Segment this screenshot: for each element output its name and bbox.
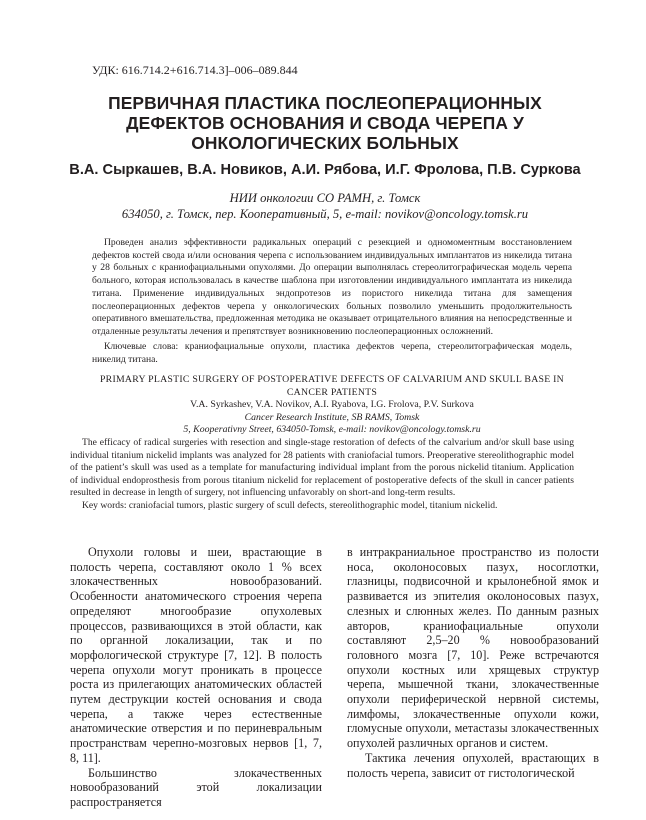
authors-en: V.A. Syrkashev, V.A. Novikov, A.I. Ryabova, I.G. Frolova, P.V. Surkova <box>190 399 474 411</box>
body-paragraph: в интракраниальное пространство из полости носа, околоносовых пазух, носоглотки, глазницы, подвисочной и крылонебной ямок и развивается из эпителия околоносовых пазух, слезных и слюнных желез. По данным разных авторов, краниофациальные опухоли составляют 2,5–20 % новообразований головного мозга [7, 10]. Реже встречаются опухоли костных или хрящевых структур черепа, мышечной ткани, злокачественные опухоли периферической нервной системы, лимфомы, злокачественные опухоли кожи, гломусные опухоли, метастазы злокачественных опухолей различных органов и систем. <box>347 545 599 751</box>
article-title-en: PRIMARY PLASTIC SURGERY OF POSTOPERATIVE DEFECTS OF CALVARIUM AND SKULL BASE IN CANCER PATIENTS <box>99 374 565 398</box>
article-title: ПЕРВИЧНАЯ ПЛАСТИКА ПОСЛЕОПЕРАЦИОННЫХ ДЕФЕКТОВ ОСНОВАНИЯ И СВОДА ЧЕРЕПА У ОНКОЛОГИЧЕСКИХ БОЛЬНЫХ <box>108 93 542 153</box>
body-paragraph: Большинство злокачественных новообразований этой локализации распространяется <box>70 765 322 809</box>
body-paragraph: Опухоли головы и шеи, врастающие в полость черепа, составляют около 1 % всех злокачественных новообразований. Особенности анатомического строения черепа определяют многообразие опухолевых процессов, развивающихся в этой области, как по органной локализации, так и по морфологической структуре [7, 12]. В полость черепа опухоли могут проникать в процессе роста из прилегающих анатомических областей путем деструкции костей основания и свода черепа, а также через естественные анатомические отверстия и по периневральным пространствам черепно-мозговых нервов [1, 7, 8, 11]. <box>70 545 322 765</box>
institution-address: 634050, г. Томск, пер. Кооперативный, 5, e-mail: novikov@oncology.tomsk.ru <box>121 207 529 221</box>
institution-en: Cancer Research Institute, SB RAMS, Tomsk <box>244 411 420 423</box>
authors: В.А. Сыркашев, В.А. Новиков, А.И. Рябова, И.Г. Фролова, П.В. Суркова <box>69 162 581 178</box>
udc-code: УДК: 616.714.2+616.714.3]–006–089.844 <box>92 63 298 77</box>
abstract-ru-text: Проведен анализ эффективности радикальных операций с резекцией и одномоментным восстановлением дефектов костей свода и/или основания черепа с использованием индивидуальных имплантатов из никелида титана у 28 больных с краниофациальными опухолями. До операции выполнялась стереолитографическая модель черепа больного, которая использовалась в качестве шаблона при изготовлении индивидуального имплантата из никелида титана. Применение индивидуальных эндопротезов из пористого никелида титана для замещения послеоперационных дефектов черепа у онкологических больных позволило уменьшить продолжительность оперативного вмешательства, предложенная методика не оказывает отрицательного влияния на непосредственные и отдаленные результаты лечения и препятствует возникновению послеоперационных осложнений. <box>92 237 572 337</box>
keywords-en: Key words: craniofacial tumors, plastic surgery of scull defects, stereolithographic model, titanium nickelid. <box>82 499 498 511</box>
affiliation <box>60 190 590 222</box>
address-en: 5, Kooperativny Street, 634050-Tomsk, e-mail: novikov@oncology.tomsk.ru <box>183 424 481 436</box>
abstract-en <box>70 437 574 512</box>
keywords-ru: Ключевые слова: краниофациальные опухоли, пластика дефектов черепа, стереолитографическая модель, никелид титана. <box>92 341 572 365</box>
institution-name: НИИ онкологии СО РАМН, г. Томск <box>229 191 421 205</box>
body-column-right <box>347 545 599 780</box>
body-paragraph: Тактика лечения опухолей, врастающих в полость черепа, зависит от гистологической <box>347 750 599 780</box>
body-column-left <box>70 545 322 810</box>
abstract-ru <box>92 237 572 339</box>
abstract-en-text: The efficacy of radical surgeries with resection and single-stage restoration of defects of the calvarium and/or skull base using individual titanium nickelid implants was analyzed for 28 patients with craniofacial tumors. Preoperative stereolithographic model of the patient’s skull was used as a template for manufacturing individual implant from the porous nickelid titanium. Application of individual endoprosthesis from porous titanium nickelid for replacement of postoperative defects of the skull in cancer patients resulted in decrease in length of surgery, not influencing unfavorably on short-and long-term results. <box>70 437 574 498</box>
english-header <box>92 374 572 437</box>
